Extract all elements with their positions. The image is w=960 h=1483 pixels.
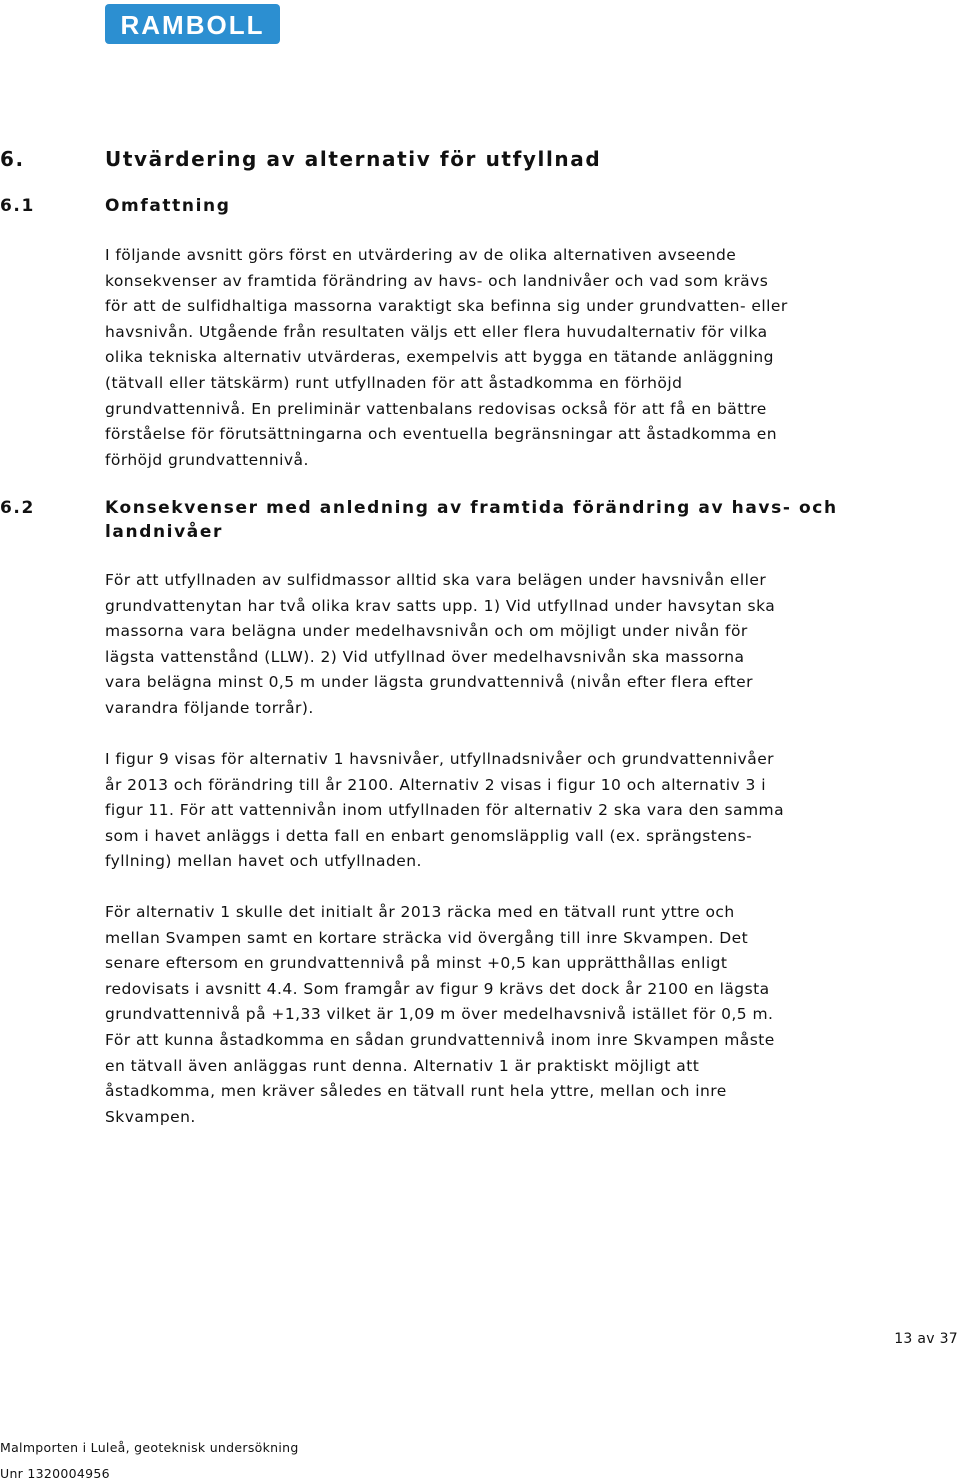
ramboll-logo <box>105 4 280 44</box>
paragraph-line: åstadkomma, men kräver således en tätvall runt hela yttre, mellan och inre <box>105 1082 727 1101</box>
section-title: Utvärdering av alternativ för utfyllnad <box>105 147 602 171</box>
section-heading-6 <box>0 146 601 172</box>
paragraph-line: lägsta vattenstånd (LLW). 2) Vid utfyllnad över medelhavsnivån ska massorna <box>105 647 745 666</box>
paragraph-line: mellan Svampen samt en kortare sträcka vid övergång till inre Skvampen. Det <box>105 928 749 947</box>
paragraph-line: förståelse för förutsättningarna och eventuella begränsningar att åstadkomma en <box>105 425 778 444</box>
paragraph-figurer <box>105 747 835 875</box>
section-heading-6-2 <box>0 496 838 520</box>
paragraph-line: grundvattennivå. En preliminär vattenbalans redovisas också för att få en bättre <box>105 399 767 418</box>
paragraph-line: för att de sulfidhaltiga massorna varaktigt ska befinna sig under grundvatten- eller <box>105 297 788 316</box>
paragraph-krav <box>105 568 835 722</box>
paragraph-line: Skvampen. <box>105 1107 196 1126</box>
paragraph-line: som i havet anläggs i detta fall en enbart genomsläpplig vall (ex. sprängstens- <box>105 826 753 845</box>
paragraph-line: För alternativ 1 skulle det initialt år 2013 räcka med en tätvall runt yttre och <box>105 903 735 921</box>
section-title: Konsekvenser med anledning av framtida förändring av havs- och <box>105 498 838 518</box>
paragraph-line: grundvattenytan har två olika krav satts upp. 1) Vid utfyllnad under havsytan ska <box>105 596 776 615</box>
section-title-continuation: landnivåer <box>105 522 223 542</box>
paragraph-line: massorna vara belägna under medelhavsnivån och om möjligt under nivån för <box>105 622 748 641</box>
paragraph-line: år 2013 och förändring till år 2100. Alternativ 2 visas i figur 10 och alternativ 3 i <box>105 775 766 794</box>
paragraph-line: vara belägna minst 0,5 m under lägsta grundvattennivå (nivån efter flera efter <box>105 673 753 692</box>
section-number: 6.2 <box>0 498 35 518</box>
section-heading-6-1 <box>0 194 231 218</box>
paragraph-line: förhöjd grundvattennivå. <box>105 450 309 469</box>
section-number: 6. <box>0 147 25 171</box>
footer-project-name: Malmporten i Luleå, geoteknisk undersökning <box>0 1440 299 1455</box>
section-title: Omfattning <box>105 196 231 216</box>
paragraph-line: (tätvall eller tätskärm) runt utfyllnaden för att åstadkomma en förhöjd <box>105 373 683 392</box>
paragraph-alternativ-1 <box>105 900 835 1130</box>
paragraph-line: en tätvall även anläggas runt denna. Alternativ 1 är praktiskt möjligt att <box>105 1056 700 1075</box>
paragraph-line: figur 11. För att vattennivån inom utfyllnaden för alternativ 2 ska vara den samma <box>105 801 785 820</box>
paragraph-line: I följande avsnitt görs först en utvärdering av de olika alternativen avseende <box>105 246 737 264</box>
footer-unr: Unr 1320004956 <box>0 1466 110 1481</box>
paragraph-line: redovisats i avsnitt 4.4. Som framgår av figur 9 krävs det dock år 2100 en lägsta <box>105 979 770 998</box>
paragraph-line: havsnivån. Utgående från resultaten väljs ett eller flera huvudalternativ för vilka <box>105 322 768 341</box>
paragraph-line: För att utfyllnaden av sulfidmassor alltid ska vara belägen under havsnivån eller <box>105 571 767 589</box>
paragraph-line: För att kunna åstadkomma en sådan grundvattennivå inom inre Skvampen måste <box>105 1030 775 1049</box>
paragraph-line: I figur 9 visas för alternativ 1 havsnivåer, utfyllnadsnivåer och grundvattennivåer <box>105 750 774 768</box>
logo-text: RAMBOLL <box>120 9 265 40</box>
paragraph-line: konsekvenser av framtida förändring av havs- och landnivåer och vad som krävs <box>105 271 769 290</box>
paragraph-line: senare eftersom en grundvattennivå på minst +0,5 kan upprätthållas enligt <box>105 954 728 973</box>
paragraph-omfattning <box>105 243 835 473</box>
page-number: 13 av 37 <box>894 1331 958 1347</box>
paragraph-line: varandra följande torrår). <box>105 698 314 717</box>
paragraph-line: grundvattennivå på +1,33 vilket är 1,09 m över medelhavsnivå istället för 0,5 m. <box>105 1005 774 1024</box>
paragraph-line: olika tekniska alternativ utvärderas, exempelvis att bygga en tätande anläggning <box>105 348 774 367</box>
paragraph-line: fyllning) mellan havet och utfyllnaden. <box>105 852 422 871</box>
section-number: 6.1 <box>0 196 35 216</box>
